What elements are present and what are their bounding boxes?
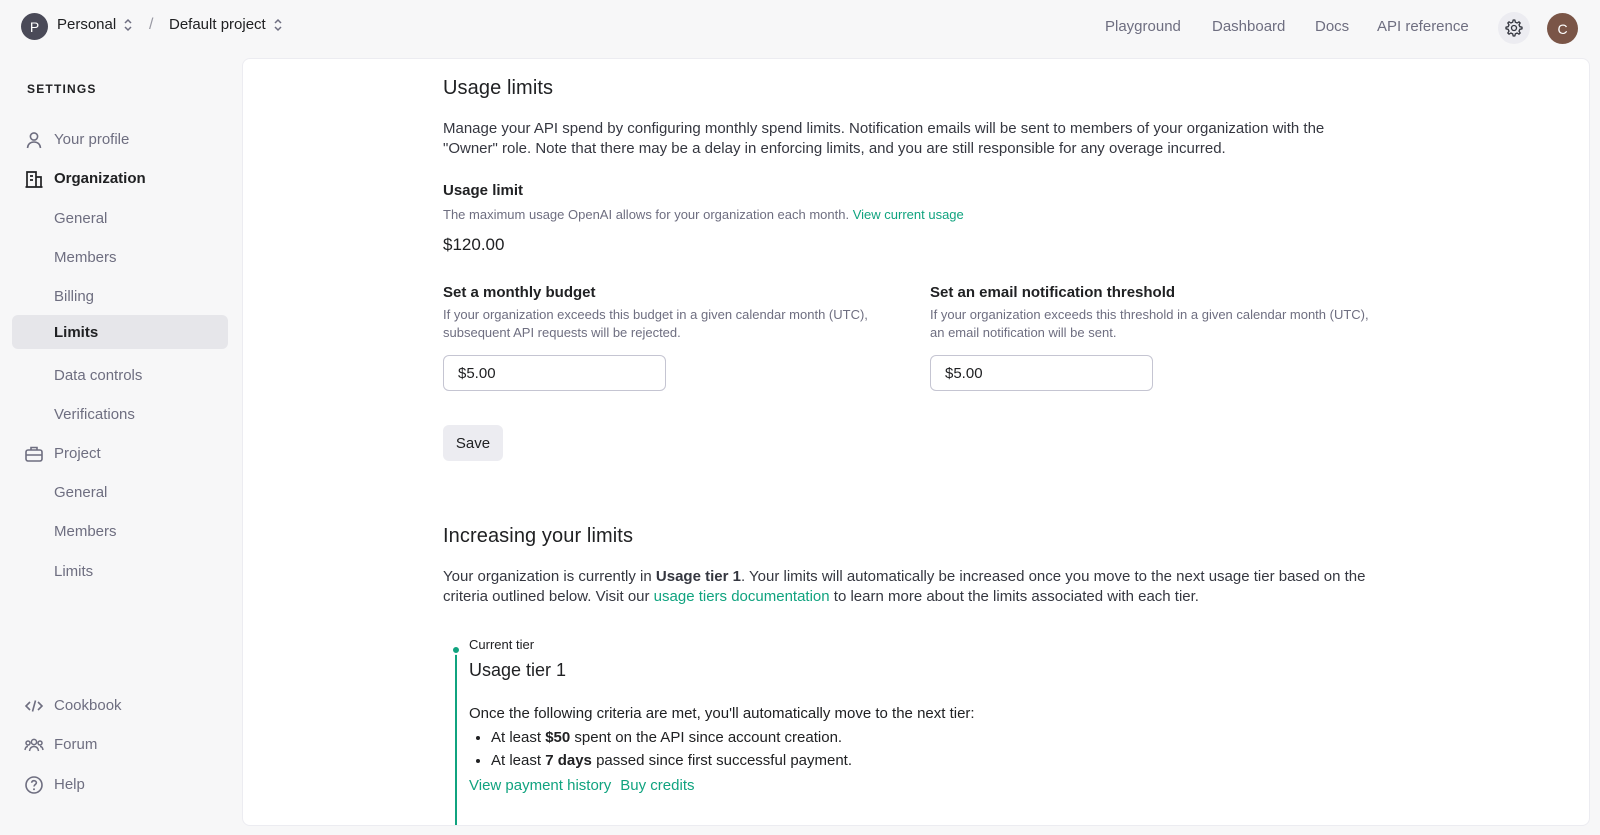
sidebar-item-label: Your profile bbox=[54, 131, 130, 148]
view-payment-history-link[interactable]: View payment history bbox=[469, 777, 612, 794]
sidebar bbox=[0, 56, 240, 835]
project-switcher[interactable] bbox=[169, 16, 283, 33]
sidebar-item-project-members[interactable] bbox=[12, 514, 228, 548]
increasing-limits-description bbox=[443, 567, 1403, 607]
project-name: Default project bbox=[169, 16, 266, 33]
current-tier-label: Current tier bbox=[469, 637, 535, 652]
sidebar-item-label: General bbox=[54, 210, 108, 227]
sidebar-item-help[interactable] bbox=[12, 767, 228, 801]
users-icon bbox=[24, 735, 44, 755]
sidebar-item-verifications[interactable] bbox=[12, 397, 228, 431]
line2-post: to learn more about the limits associated with each tier. bbox=[829, 588, 1199, 605]
sidebar-item-label: Cookbook bbox=[54, 697, 122, 714]
sidebar-item-label: Members bbox=[54, 249, 117, 266]
monthly-budget-help bbox=[443, 306, 913, 342]
sidebar-item-label: Members bbox=[54, 523, 117, 540]
settings-button[interactable] bbox=[1498, 12, 1530, 44]
view-current-usage-link[interactable]: View current usage bbox=[852, 207, 964, 222]
sidebar-item-label: General bbox=[54, 484, 108, 501]
sidebar-item-label: Limits bbox=[54, 324, 99, 341]
sidebar-item-project-limits[interactable] bbox=[12, 554, 228, 588]
code-icon bbox=[24, 696, 44, 716]
current-tier-inline: Usage tier 1 bbox=[655, 568, 741, 585]
briefcase-icon bbox=[24, 444, 44, 464]
usage-limit-help bbox=[443, 206, 1143, 224]
tier-timeline-line bbox=[455, 649, 457, 826]
main-panel bbox=[242, 58, 1590, 826]
buy-credits-link[interactable]: Buy credits bbox=[620, 777, 695, 794]
save-button[interactable]: Save bbox=[443, 425, 503, 461]
sidebar-item-label: Project bbox=[54, 445, 101, 462]
sidebar-item-label: Billing bbox=[54, 288, 95, 305]
budget-help-line-2: subsequent API requests will be rejected. bbox=[443, 325, 681, 340]
org-name: Personal bbox=[57, 16, 117, 33]
sidebar-item-label: Verifications bbox=[54, 406, 135, 423]
monthly-budget-label: Set a monthly budget bbox=[443, 284, 596, 301]
notification-threshold-help bbox=[930, 306, 1400, 342]
line1-post: . Your limits will automatically be increased once you move to the next usage tier based on the bbox=[740, 568, 1366, 585]
sidebar-item-your-profile[interactable] bbox=[12, 122, 228, 156]
criteria-item: • At least 7 days passed since first successful payment. bbox=[491, 749, 852, 772]
sidebar-item-org-general[interactable] bbox=[12, 201, 228, 235]
monthly-budget-input[interactable] bbox=[443, 355, 666, 391]
usage-limits-title: Usage limits bbox=[443, 77, 554, 99]
threshold-help-line-1: If your organization exceeds this threshold in a given calendar month (UTC), bbox=[930, 307, 1369, 322]
help-icon bbox=[24, 775, 44, 795]
sidebar-item-org-members[interactable] bbox=[12, 240, 228, 274]
top-bar bbox=[0, 0, 1600, 56]
notification-threshold-label: Set an email notification threshold bbox=[930, 284, 1176, 301]
nav-dashboard[interactable]: Dashboard bbox=[1212, 18, 1286, 35]
description-line-1: Manage your API spend by configuring monthly spend limits. Notification emails will be sent to members of your organization with the bbox=[443, 120, 1325, 137]
budget-help-line-1: If your organization exceeds this budget in a given calendar month (UTC), bbox=[443, 307, 868, 322]
line2-pre: criteria outlined below. Visit our bbox=[443, 588, 654, 605]
nav-playground[interactable]: Playground bbox=[1105, 18, 1181, 35]
org-switcher[interactable] bbox=[57, 16, 133, 33]
gear-icon bbox=[1504, 18, 1524, 38]
user-icon bbox=[24, 130, 44, 150]
nav-docs[interactable]: Docs bbox=[1315, 18, 1350, 35]
chevron-up-down-icon bbox=[123, 18, 133, 32]
sidebar-item-data-controls[interactable] bbox=[12, 358, 228, 392]
sidebar-item-label: Help bbox=[54, 776, 85, 793]
chevron-up-down-icon bbox=[273, 18, 283, 32]
sidebar-item-organization[interactable] bbox=[12, 161, 228, 195]
sidebar-item-project-general[interactable] bbox=[12, 475, 228, 509]
tier-timeline-dot bbox=[451, 645, 461, 655]
sidebar-item-forum[interactable] bbox=[12, 727, 228, 761]
sidebar-item-billing[interactable] bbox=[12, 279, 228, 313]
criteria-item: • At least $50 spent on the API since account creation. bbox=[491, 726, 852, 749]
sidebar-heading: SETTINGS bbox=[27, 82, 97, 96]
sidebar-item-label: Data controls bbox=[54, 367, 143, 384]
criteria-list bbox=[469, 726, 852, 772]
usage-tiers-docs-link[interactable]: usage tiers documentation bbox=[653, 588, 830, 605]
description-line-2: "Owner" role. Note that there may be a delay in enforcing limits, and you are still responsible for any overage incurred. bbox=[443, 140, 1226, 157]
user-avatar[interactable]: C bbox=[1547, 13, 1578, 44]
org-avatar[interactable]: P bbox=[21, 13, 48, 40]
usage-limit-label: Usage limit bbox=[443, 182, 524, 199]
sidebar-item-project[interactable] bbox=[12, 436, 228, 470]
line1-pre: Your organization is currently in bbox=[443, 568, 656, 585]
breadcrumb-separator: / bbox=[149, 16, 154, 33]
sidebar-item-label: Limits bbox=[54, 563, 94, 580]
tier-links bbox=[469, 777, 695, 794]
usage-limit-help-text: The maximum usage OpenAI allows for your organization each month. bbox=[443, 207, 850, 222]
tier-name: Usage tier 1 bbox=[469, 660, 567, 680]
nav-api-reference[interactable]: API reference bbox=[1377, 18, 1469, 35]
threshold-help-line-2: an email notification will be sent. bbox=[930, 325, 1117, 340]
sidebar-item-limits[interactable] bbox=[12, 315, 228, 349]
sidebar-item-label: Forum bbox=[54, 736, 98, 753]
usage-limit-value: $120.00 bbox=[443, 235, 505, 254]
sidebar-item-cookbook[interactable] bbox=[12, 688, 228, 722]
increasing-limits-title: Increasing your limits bbox=[443, 525, 634, 547]
notification-threshold-input[interactable] bbox=[930, 355, 1153, 391]
usage-limits-description bbox=[443, 119, 1403, 159]
sidebar-item-label: Organization bbox=[54, 170, 146, 187]
criteria-intro: Once the following criteria are met, you'll automatically move to the next tier: bbox=[469, 705, 975, 722]
building-icon bbox=[24, 169, 44, 189]
